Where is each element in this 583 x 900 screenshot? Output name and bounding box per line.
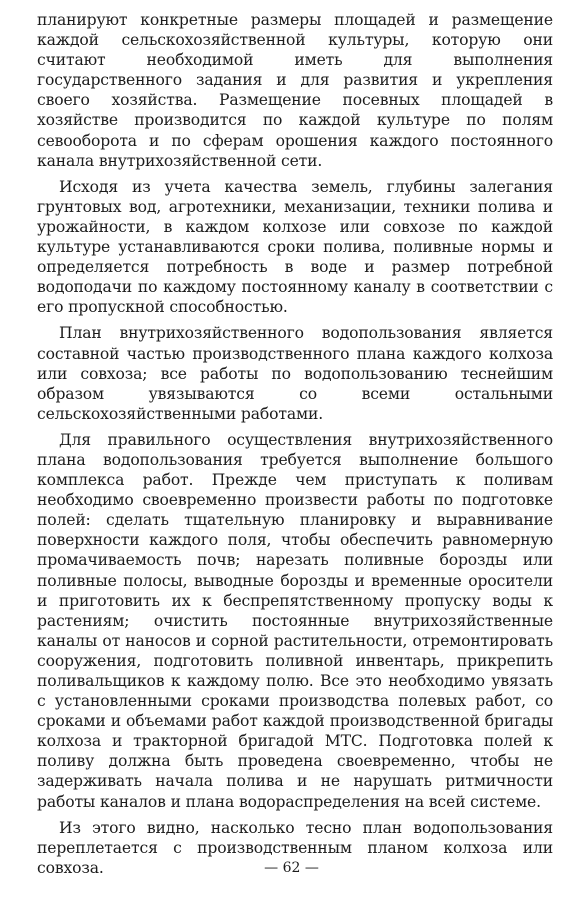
page-number: — 62 — bbox=[264, 860, 319, 876]
paragraph-5: Из этого видно, насколько тесно план водопользования переплетается с производственным планом колхоза или совхоза. bbox=[37, 818, 553, 877]
paragraph-1: планируют конкретные размеры площадей и размещение каждой сельскохозяйственной культуры, которую они считают необходимой иметь для выполнения государственного задания и для развития и укрепления своего хозяйства. Размещение посевных площадей в хозяйстве производится по каждой культуре по полям севооборота и по сферам орошения каждого постоянного канала внутрихозяйственной сети. bbox=[37, 11, 553, 170]
paragraph-3: План внутрихозяйственного водопользования является составной частью производственного плана каждого колхоза или совхоза; все работы по водопользованию теснейшим образом увязываются со всеми остальными сельскохозяйственными работами. bbox=[37, 324, 553, 423]
paragraph-4: Для правильного осуществления внутрихозяйственного плана водопользования требуется выполнение большого комплекса работ. Прежде чем приступать к поливам необходимо своевременно произвести работы по подготовке полей: сделать тщательную планировку и выравнивание поверхности каждого поля, чтобы обеспечить равномерную промачиваемость почв; нарезать поливные борозды или поливные полосы, выводные борозды и временные оросители и приготовить их к беспрепятственному пропуску воды к растениям; очистить постоянные внутрихозяйственные каналы от наносов и сорной растительности, отремонтировать сооружения, подготовить поливной инвентарь, прикрепить поливальщиков к каждому полю. Все это необходимо увязать с установленными сроками производства полевых работ, со сроками и объемами работ каждой производственной бригады колхоза и тракторной бригадой МТС. Подготовка полей к поливу должна быть проведена своевременно, чтобы не задерживать начала полива и не нарушать ритмичности работы каналов и плана водораспределения на всей системе. bbox=[37, 430, 553, 811]
paragraph-2: Исходя из учета качества земель, глубины залегания грунтовых вод, агротехники, механизации, техники полива и урожайности, в каждом колхозе или совхозе по каждой культуре устанавливаются сроки полива, поливные нормы и определяется потребность в воде и размер потребной водоподачи по каждому постоянному каналу в соответствии с его пропускной способностью. bbox=[37, 177, 553, 317]
